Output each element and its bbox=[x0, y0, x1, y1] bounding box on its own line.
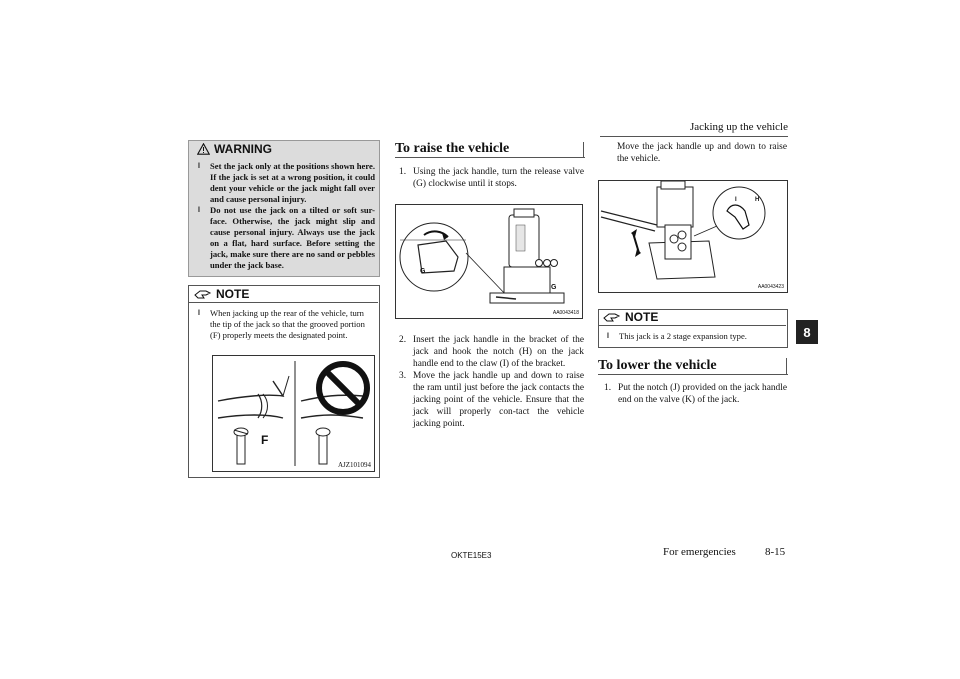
jack-handle-illustration bbox=[599, 181, 787, 292]
warning-list bbox=[198, 161, 375, 271]
jack-point-illustration bbox=[213, 356, 374, 471]
section-title-raise: To raise the vehicle bbox=[395, 141, 510, 156]
raise-step-1 bbox=[399, 166, 584, 190]
step-text: Using the jack handle, turn the release valve (G) clockwise until it stops. bbox=[413, 167, 584, 189]
hand-note-icon bbox=[194, 288, 212, 300]
section-rule-end bbox=[583, 142, 584, 157]
note-list-left bbox=[198, 308, 374, 341]
note-item: l This jack is a 2 stage expansion type. bbox=[607, 331, 783, 342]
figure-label-i: I bbox=[735, 197, 737, 203]
running-header: Jacking up the vehicle bbox=[689, 121, 788, 133]
figure-code: AJZ101094 bbox=[337, 461, 371, 469]
note-item: l When jacking up the rear of the vehicle, turn the tip of the jack so that the grooved portion (F) properly meets the designated point. bbox=[198, 308, 374, 341]
footer-section: For emergencies bbox=[663, 546, 736, 558]
warning-heading-text: WARNING bbox=[214, 142, 272, 156]
hand-note-icon bbox=[603, 311, 621, 323]
figure-code: AA0043423 bbox=[757, 284, 784, 290]
section-rule-end bbox=[786, 358, 787, 374]
note-heading-text: NOTE bbox=[625, 310, 659, 324]
section-rule bbox=[395, 157, 585, 158]
release-valve-figure bbox=[395, 204, 583, 319]
note-heading-right bbox=[603, 310, 658, 324]
section-rule bbox=[598, 374, 788, 375]
warning-triangle-icon bbox=[197, 143, 210, 155]
document-code: OKTE15E3 bbox=[451, 551, 492, 560]
warning-item: l Do not use the jack on a tilted or soft sur-face. Otherwise, the jack might slip and cause personal injury. Always use the jack on a flat, hard surface. Before setting the jack, make sure there are no sand or pebbles under the jack base. bbox=[198, 205, 375, 271]
page-number: 8-15 bbox=[765, 546, 786, 558]
step-text: Insert the jack handle in the bracket of the jack and hook the notch (H) on the jack handle end to the claw (I) of the bracket. bbox=[413, 335, 584, 369]
raise-steps-2-3 bbox=[399, 334, 584, 430]
step-text: Move the jack handle up and down to raise the ram until just before the jack contacts the jacking point of the vehicle. Ensure that the jack will properly con-tact the vehicle jacking point. bbox=[413, 371, 584, 429]
step-text: Put the notch (J) provided on the jack handle end on the valve (K) of the jack. bbox=[618, 383, 787, 405]
chapter-tab[interactable]: 8 bbox=[796, 320, 818, 344]
step-number: 1. bbox=[604, 383, 612, 393]
step-number: 3. bbox=[399, 371, 407, 381]
step-number: 1. bbox=[399, 167, 407, 177]
jack-point-figure bbox=[212, 355, 375, 472]
note-heading-left bbox=[194, 287, 249, 301]
step-number: 2. bbox=[399, 335, 407, 345]
svg-text:G: G bbox=[551, 284, 557, 291]
lower-step-1 bbox=[604, 382, 787, 406]
warning-item: l Set the jack only at the positions shown here. If the jack is set at a wrong position, it could dent your vehicle or the jack might fall over and cause personal injury. bbox=[198, 161, 375, 205]
figure-label-h: H bbox=[755, 197, 760, 203]
warning-heading bbox=[197, 142, 272, 156]
section-title-lower: To lower the vehicle bbox=[598, 358, 717, 373]
jack-handle-figure bbox=[598, 180, 788, 293]
header-rule bbox=[600, 136, 788, 137]
note-list-right bbox=[607, 331, 783, 342]
continue-text: Move the jack handle up and down to raise the vehicle. bbox=[617, 142, 787, 164]
figure-label-f: F bbox=[261, 433, 269, 447]
figure-code: AA0043418 bbox=[552, 310, 579, 316]
note-heading-text: NOTE bbox=[216, 287, 250, 301]
release-valve-illustration bbox=[396, 205, 582, 318]
figure-label-g: G bbox=[420, 268, 426, 275]
